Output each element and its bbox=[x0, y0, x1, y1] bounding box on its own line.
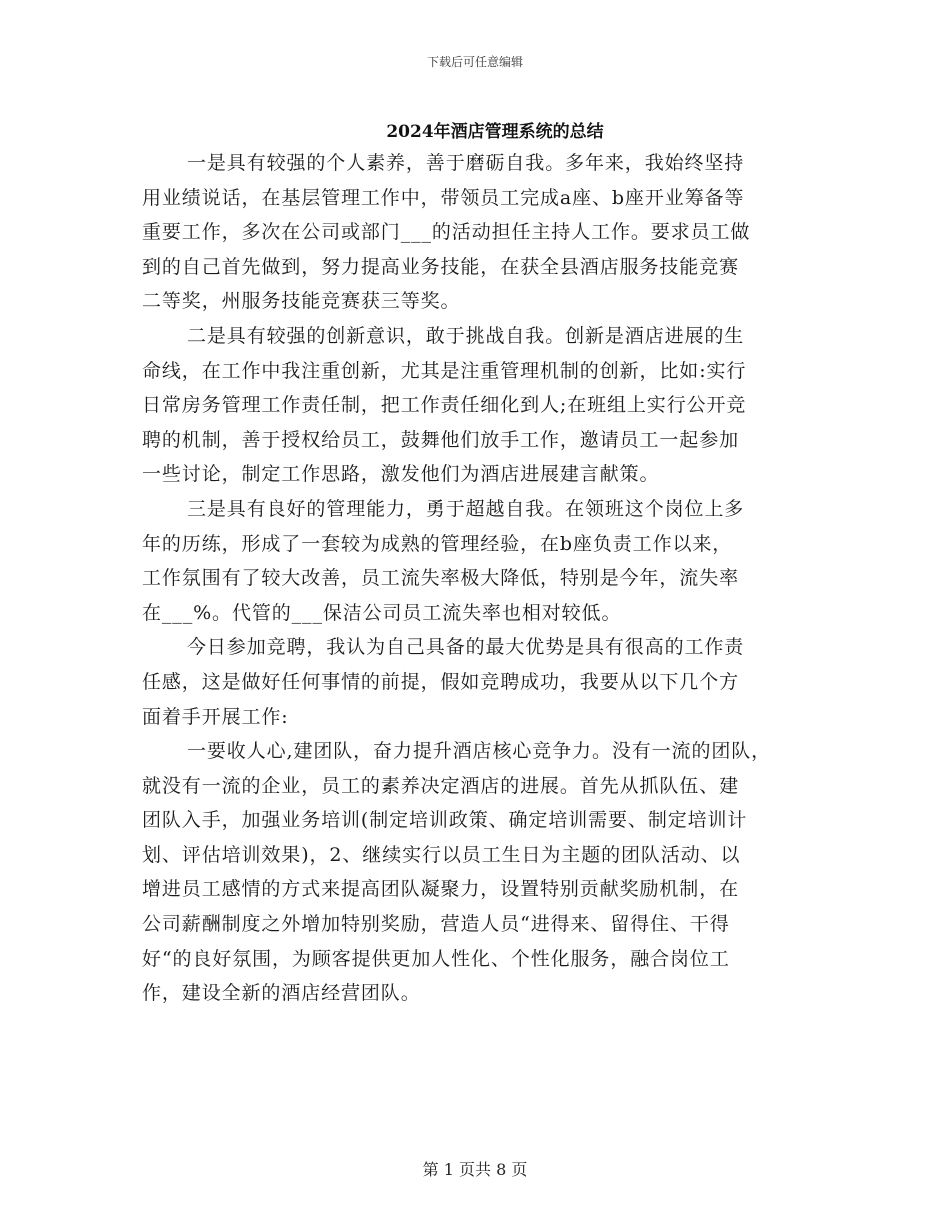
body-line: 聘的机制，善于授权给员工，鼓舞他们放手工作，邀请员工一起参加 bbox=[142, 428, 740, 451]
body-line: 到的自己首先做到，努力提高业务技能，在获全县酒店服务技能竞赛 bbox=[142, 255, 740, 278]
body-line: 在___%。代管的___保洁公司员工流失率也相对较低。 bbox=[142, 601, 622, 624]
body-line: 重要工作，多次在公司或部门___的活动担任主持人工作。要求员工做 bbox=[142, 221, 751, 244]
body-line: 二是具有较强的创新意识，敢于挑战自我。创新是酒店进展的生 bbox=[187, 324, 745, 347]
body-line: 用业绩说话，在基层管理工作中，带领员工完成a座、b座开业筹备等 bbox=[142, 186, 745, 209]
body-line: 团队入手，加强业务培训(制定培训政策、确定培训需要、制定培训计 bbox=[142, 809, 748, 832]
document-body bbox=[142, 146, 842, 1011]
body-line: 命线，在工作中我注重创新，尤其是注重管理机制的创新，比如:实行 bbox=[142, 359, 747, 382]
body-line: 面着手开展工作: bbox=[142, 705, 289, 728]
body-line: 好“的良好氛围，为顾客提供更加人性化、个性化服务，融合岗位工 bbox=[142, 947, 730, 970]
document-title: 2024年酒店管理系统的总结 bbox=[386, 122, 604, 142]
body-line: 一是具有较强的个人素养，善于磨砺自我。多年来，我始终坚持 bbox=[187, 152, 745, 174]
body-line: 划、评估培训效果)，2、继续实行以员工生日为主题的团队活动、以 bbox=[142, 843, 741, 866]
body-line: 二等奖，州服务技能竞赛获三等奖。 bbox=[142, 290, 461, 313]
body-line: 日常房务管理工作责任制，把工作责任细化到人;在班组上实行公开竞 bbox=[142, 394, 747, 417]
page-number: 第 1 页共 8 页 bbox=[422, 1160, 528, 1179]
body-line: 年的历练，形成了一套较为成熟的管理经验，在b座负责工作以来， bbox=[142, 532, 733, 555]
body-line: 就没有一流的企业，员工的素养决定酒店的进展。首先从抓队伍、建 bbox=[142, 774, 740, 797]
header-note: 下载后可任意编辑 bbox=[426, 55, 523, 69]
body-line: 一要收人心,建团队，奋力提升酒店核心竞争力。没有一流的团队， bbox=[187, 740, 772, 763]
body-line: 工作氛围有了较大改善，员工流失率极大降低，特别是今年，流失率 bbox=[142, 567, 740, 590]
body-line: 任感，这是做好任何事情的前提，假如竞聘成功，我要从以下几个方 bbox=[142, 670, 740, 693]
body-line: 公司薪酬制度之外增加特别奖励，营造人员“进得来、留得住、干得 bbox=[142, 913, 730, 936]
body-line: 三是具有良好的管理能力，勇于超越自我。在领班这个岗位上多 bbox=[187, 497, 745, 520]
body-line: 增进员工感情的方式来提高团队凝聚力，设置特别贡献奖励机制，在 bbox=[142, 878, 740, 901]
body-line: 作，建设全新的酒店经营团队。 bbox=[142, 982, 421, 1005]
body-line: 今日参加竞聘，我认为自己具备的最大优势是具有很高的工作责 bbox=[187, 636, 745, 659]
body-line: 一些讨论，制定工作思路，激发他们为酒店进展建言献策。 bbox=[142, 463, 660, 486]
